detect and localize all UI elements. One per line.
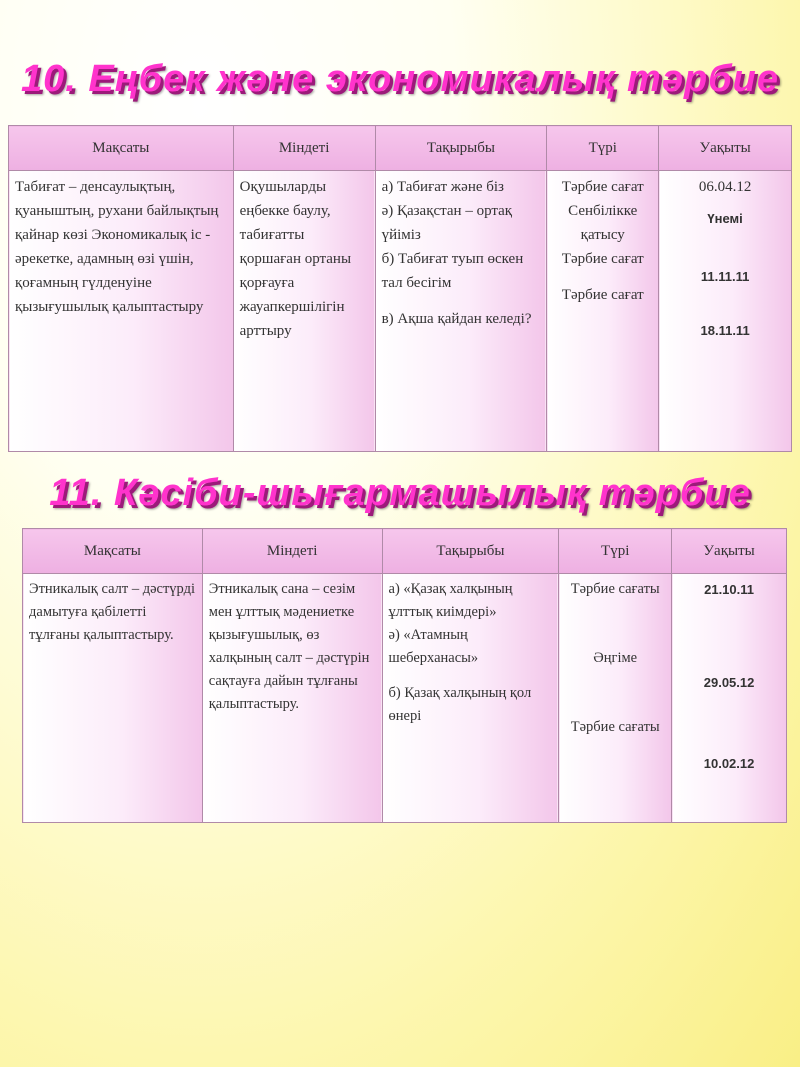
date-item: 18.11.11 xyxy=(700,323,750,338)
topic-item: ә) Қазақстан – ортақ үйіміз xyxy=(381,203,513,243)
topic-item: б) Табиғат туып өскен тал бесігім xyxy=(381,251,524,291)
date-item: 21.10.11 xyxy=(704,582,754,597)
task-cell: Этникалық сана – сезім мен ұлттық мәдениетке қызығушылық, өз халқының салт – дәстүрін сақтауға дайын тұлғаны қалыптастыру. xyxy=(202,574,382,823)
header-type: Түрі xyxy=(559,529,672,574)
type-item: Тәрбие сағаты xyxy=(570,581,660,597)
goal-cell: Табиғат – денсаулықтың, қуаныштың, рухани байлықтың қайнар көзі Экономикалық іс - әрекетке, адамның өзі үшін, қоғамның гүлденуіне қызығушылық қалыптастыру xyxy=(9,171,234,452)
professional-creative-table xyxy=(22,528,787,823)
header-goal: Мақсаты xyxy=(9,126,234,171)
goal-cell: Этникалық салт – дәстүрді дамытуға қабілетті тұлғаны қалыптастыру. xyxy=(23,574,203,823)
labor-economic-table xyxy=(8,125,792,452)
date-cell xyxy=(672,574,787,823)
topic-item: а) «Қазақ халқының ұлттық киімдері» xyxy=(388,581,513,620)
topic-cell xyxy=(375,171,547,452)
type-item: Әңгіме xyxy=(593,650,638,666)
type-item: Тәрбие сағат xyxy=(561,251,644,267)
type-item: Тәрбие сағат xyxy=(561,287,644,303)
section-title-labor-economic: 10. Еңбек және экономикалық тәрбие xyxy=(20,58,780,100)
date-item: 11.11.11 xyxy=(700,269,750,284)
date-item: 10.02.12 xyxy=(703,756,755,771)
type-item: Тәрбие сағат xyxy=(561,179,644,195)
type-cell xyxy=(559,574,672,823)
task-cell: Оқушыларды еңбекке баулу, табиғатты қоршаған ортаны қорғауға жауапкершілігін арттыру xyxy=(233,171,375,452)
header-topic: Тақырыбы xyxy=(375,126,547,171)
table-header-row xyxy=(9,126,792,171)
header-type: Түрі xyxy=(547,126,659,171)
date-cell xyxy=(659,171,792,452)
header-task: Міндеті xyxy=(202,529,382,574)
topic-cell xyxy=(382,574,559,823)
date-item: 29.05.12 xyxy=(703,675,755,690)
header-task: Міндеті xyxy=(233,126,375,171)
date-item: 06.04.12 xyxy=(698,179,752,195)
topic-item: а) Табиғат және біз xyxy=(381,179,504,195)
header-date: Уақыты xyxy=(659,126,792,171)
topic-item: ә) «Атамның шеберханасы» xyxy=(388,627,479,666)
type-cell xyxy=(547,171,659,452)
header-goal: Мақсаты xyxy=(23,529,203,574)
type-item: Сенбілікке қатысу xyxy=(568,203,638,243)
topic-item: б) Қазақ халқының қол өнері xyxy=(388,685,532,724)
section-title-professional-creative: 11. Кәсіби-шығармашылық тәрбие xyxy=(49,472,751,514)
table-row xyxy=(23,574,787,823)
type-item: Тәрбие сағаты xyxy=(570,719,660,735)
topic-item: в) Ақша қайдан келеді? xyxy=(381,311,532,327)
date-item: Үнемі xyxy=(707,211,743,226)
table-row xyxy=(9,171,792,452)
header-topic: Тақырыбы xyxy=(382,529,559,574)
table-header-row xyxy=(23,529,787,574)
header-date: Уақыты xyxy=(672,529,787,574)
